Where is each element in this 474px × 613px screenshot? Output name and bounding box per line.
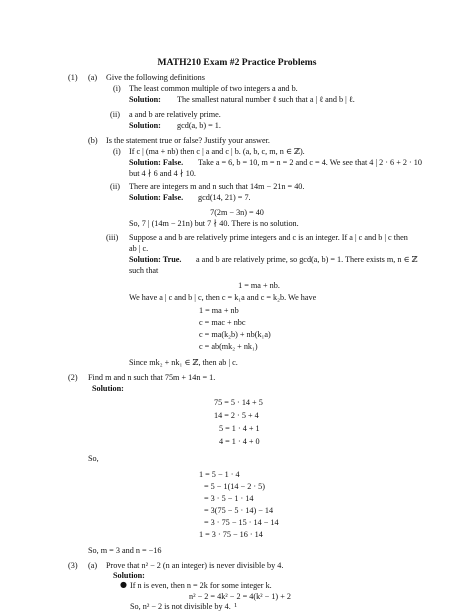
problem-1bi-solution-cont: but 4 ∤ 6 and 4 ∤ 10. (129, 169, 196, 178)
problem-1aii-label: (ii) (110, 110, 121, 119)
problem-1bii-equation: 7(2m − 3n) = 40 (210, 208, 264, 217)
problem-1biii-equation: 1 = ma + nb. (238, 281, 280, 290)
problem-2-number: (2) (68, 373, 78, 382)
derivation-line: c = ab(mk₂ + nk₁) (199, 342, 258, 351)
problem-1a-text: Give the following definitions (106, 73, 205, 82)
derivation-line: c = mac + nbc (199, 318, 246, 327)
problem-1-number: (1) (68, 73, 78, 82)
problem-1ai-solution-label: Solution: (129, 95, 161, 104)
problem-1biii-have: We have a | c and b | c, then c = k₁a and c = k₂b. We have (129, 293, 317, 302)
problem-1aii-solution: gcd(a, b) = 1. (177, 121, 221, 130)
problem-3a-equation: n² − 2 = 4k² − 2 = 4(k² − 1) + 2 (189, 592, 291, 601)
problem-1ai-label: (i) (113, 84, 121, 93)
problem-1a-label: (a) (88, 73, 98, 82)
problem-1b-text: Is the statement true or false? Justify your answer. (106, 136, 270, 145)
problem-1biii-solution-cont: such that (129, 266, 159, 275)
euclid-line: 75 = 5 · 14 + 5 (214, 398, 263, 407)
problem-1biii-solution: a and b are relatively prime, so gcd(a, b) = 1. There exists m, n ∈ ℤ (196, 255, 418, 264)
problem-1biii-text: Suppose a and b are relatively prime integers and c is an integer. If a | c and b | c then (129, 233, 408, 242)
page-title: MATH210 Exam #2 Practice Problems (157, 57, 317, 68)
problem-2-result: So, m = 3 and n = −16 (88, 546, 162, 555)
problem-2-so: So, (88, 454, 99, 463)
page-number: 1 (234, 602, 238, 609)
back-sub-line: = 3 · 75 − 15 · 14 − 14 (204, 518, 279, 527)
euclid-line: 4 = 1 · 4 + 0 (219, 437, 260, 446)
problem-3a-solution-label: Solution: (113, 571, 145, 580)
problem-1aii-solution-label: Solution: (129, 121, 161, 130)
bullet-icon: ● (120, 580, 127, 589)
back-sub-line: = 3(75 − 5 · 14) − 14 (204, 506, 274, 515)
problem-2-solution-label: Solution: (92, 384, 124, 393)
problem-1bii-conclusion: So, 7 | (14m − 21n) but 7 ∤ 40. There is no solution. (129, 219, 299, 228)
problem-1ai-text: The least common multiple of two integers a and b. (129, 84, 298, 93)
problem-1bii-solution: gcd(14, 21) = 7. (198, 193, 251, 202)
back-sub-line: 1 = 3 · 75 − 16 · 14 (199, 530, 263, 539)
problem-3a-label: (a) (88, 561, 98, 570)
problem-1bi-solution: Take a = 6, b = 10, m = n = 2 and c = 4. We see that 4 | 2 · 6 + 2 · 10 (198, 158, 422, 167)
back-sub-line: 1 = 5 − 1 · 4 (199, 470, 240, 479)
problem-1biii-label: (iii) (106, 233, 119, 242)
derivation-line: c = ma(k₂b) + nb(k₁a) (199, 330, 271, 339)
problem-1bi-label: (i) (113, 147, 121, 156)
problem-1bi-text: If c | (ma + nb) then c | a and c | b. (a, b, c, m, n ∈ ℤ). (129, 147, 305, 156)
problem-3-number: (3) (68, 561, 78, 570)
euclid-line: 5 = 1 · 4 + 1 (219, 424, 260, 433)
problem-1bii-label: (ii) (110, 182, 121, 191)
problem-1ai-solution: The smallest natural number ℓ such that a | ℓ and b | ℓ. (177, 95, 355, 104)
problem-1b-label: (b) (88, 136, 98, 145)
back-sub-line: = 3 · 5 − 1 · 14 (204, 494, 254, 503)
problem-1biii-since: Since mk₂ + nk₁ ∈ ℤ, then ab | c. (129, 358, 238, 367)
problem-1bii-solution-label: Solution: False. (129, 193, 184, 202)
problem-2-text: Find m and n such that 75m + 14n = 1. (88, 373, 216, 382)
euclid-line: 14 = 2 · 5 + 4 (214, 411, 259, 420)
problem-1aii-text: a and b are relatively prime. (129, 110, 221, 119)
back-sub-line: = 5 − 1(14 − 2 · 5) (204, 482, 265, 491)
problem-1bii-text: There are integers m and n such that 14m − 21n = 40. (129, 182, 305, 191)
problem-3a-bullet-text: If n is even, then n = 2k for some integer k. (130, 581, 272, 590)
problem-3a-conclusion: So, n² − 2 is not divisible by 4. (130, 602, 231, 611)
problem-1bi-solution-label: Solution: False. (129, 158, 184, 167)
problem-1biii-solution-label: Solution: True. (129, 255, 182, 264)
derivation-line: 1 = ma + nb (199, 306, 239, 315)
problem-1biii-text-cont: ab | c. (129, 244, 149, 253)
problem-3a-text: Prove that n² − 2 (n an integer) is never divisible by 4. (106, 561, 284, 570)
